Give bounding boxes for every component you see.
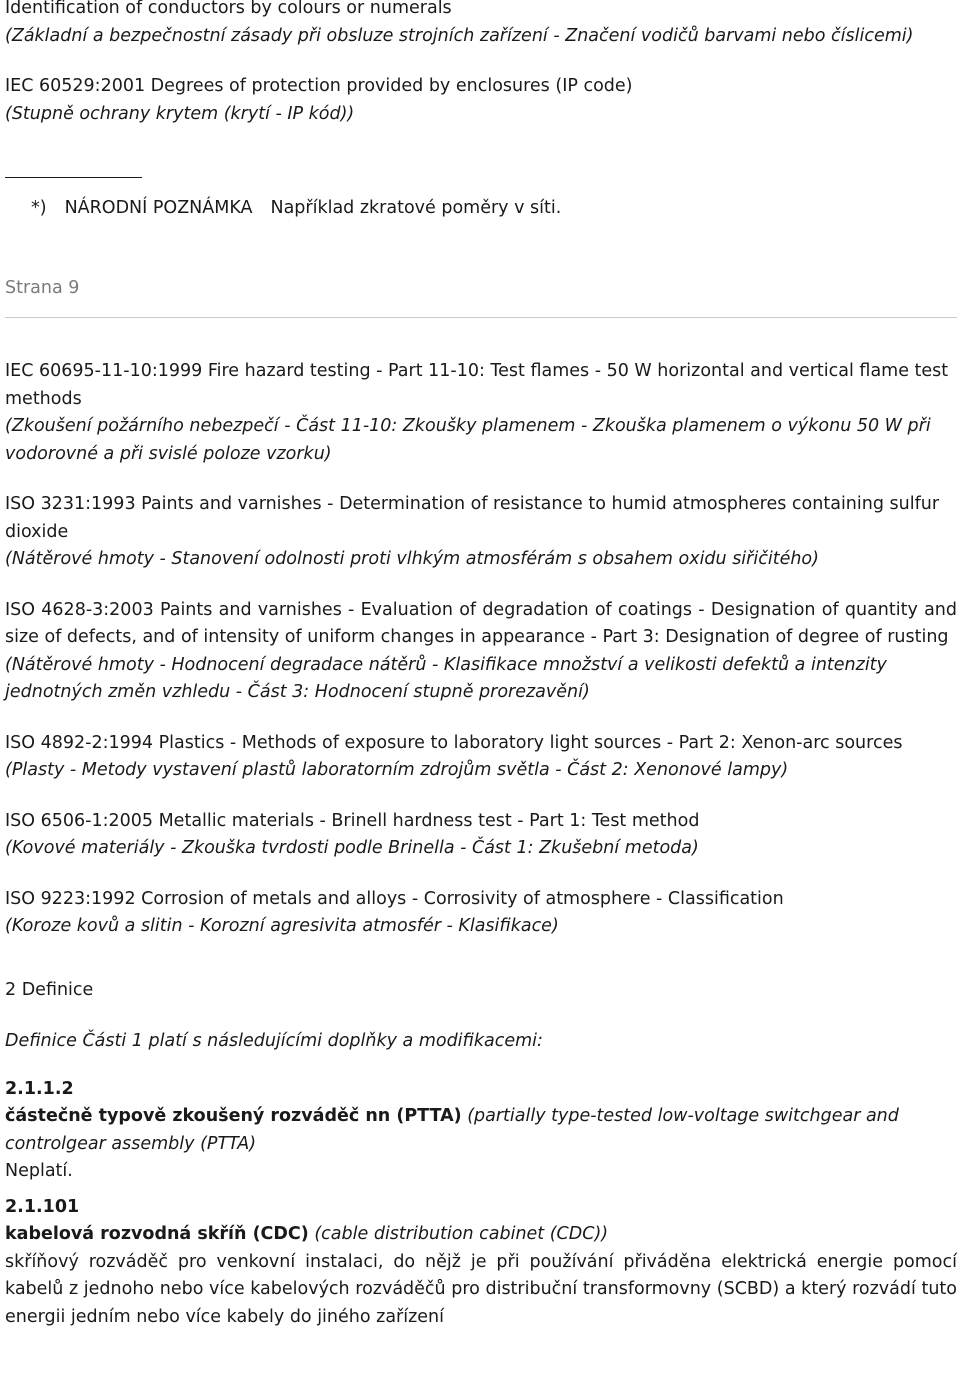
reference-iec60529	[5, 73, 957, 128]
definition-clause	[5, 1076, 957, 1186]
clause-term: částečně typově zkoušený rozváděč nn (PTTA)	[5, 1106, 462, 1126]
reference-title-cz: (Zkoušení požárního nebezpečí - Část 11-10: Zkoušky plamenem - Zkouška plamenem o výkonu 50 W při vodorovné a při svislé poloze vzorku)	[5, 416, 931, 464]
footnote-divider	[5, 177, 142, 178]
clause-term-line	[5, 1221, 957, 1249]
reference-list	[5, 358, 957, 941]
reference-title-en: ISO 3231:1993 Paints and varnishes - Determination of resistance to humid atmospheres containing sulfur dioxide	[5, 494, 940, 542]
reference-title-cz: (Koroze kovů a slitin - Korozní agresivita atmosfér - Klasifikace)	[5, 916, 559, 936]
national-footnote	[5, 195, 957, 223]
reference-title-en: Identification of conductors by colours or numerals	[5, 0, 452, 18]
page-number-label: Strana 9	[5, 277, 80, 298]
footnote-marker: *)	[31, 198, 47, 218]
reference-title-cz: (Stupně ochrany krytem (krytí - IP kód))	[5, 103, 355, 124]
clause-number: 2.1.101	[5, 1196, 80, 1217]
reference-item	[5, 597, 957, 707]
reference-item	[5, 808, 957, 863]
clause-term-en: (partially type-tested low-voltage switchgear and controlgear assembly (PTTA)	[5, 1106, 899, 1154]
clause-body: skříňový rozváděč pro venkovní instalaci, do nějž je při používání přiváděna elektrická energie pomocí kabelů z jednoho nebo více kabelových rozváděčů pro distribuční transformovny (SCBD) a který rozvádí tuto energii jedním nebo více kabely do jiného zařízení	[5, 1251, 957, 1327]
reference-item	[5, 358, 957, 468]
reference-title-en: ISO 4892-2:1994 Plastics - Methods of exposure to laboratory light sources - Part 2: Xenon-arc sources	[5, 732, 903, 753]
reference-title-en: ISO 9223:1992 Corrosion of metals and alloys - Corrosivity of atmosphere - Classification	[5, 888, 784, 909]
clause-number: 2.1.1.2	[5, 1078, 74, 1099]
reference-title-en: ISO 6506-1:2005 Metallic materials - Brinell hardness test - Part 1: Test method	[5, 810, 700, 831]
reference-item	[5, 491, 957, 574]
reference-title-en: IEC 60695-11-10:1999 Fire hazard testing - Part 11-10: Test flames - 50 W horizontal and vertical flame test methods	[5, 361, 949, 409]
reference-item	[5, 886, 957, 941]
clause-body: Neplatí.	[5, 1161, 73, 1181]
clause-term-en: (cable distribution cabinet (CDC))	[314, 1224, 609, 1244]
footnote-text: Například zkratové poměry v síti.	[270, 198, 562, 218]
reference-title-en: ISO 4628-3:2003 Paints and varnishes - Evaluation of degradation of coatings - Designation of quantity and size of defects, and of intensity of uniform changes in appearance - Part 3: Designation of degree of rusting	[5, 599, 957, 647]
clause-term: kabelová rozvodná skříň (CDC)	[5, 1224, 309, 1244]
reference-title-cz: (Základní a bezpečnostní zásady při obsluze strojních zařízení - Značení vodičů barvami nebo číslicemi)	[5, 25, 914, 46]
reference-title-cz: (Nátěrové hmoty - Stanovení odolnosti proti vlhkým atmosférám s obsahem oxidu siřičitého)	[5, 549, 819, 569]
section-heading: 2 Definice	[5, 979, 94, 1000]
reference-title-cz: (Kovové materiály - Zkouška tvrdosti podle Brinella - Část 1: Zkušební metoda)	[5, 838, 699, 858]
page-divider	[5, 317, 957, 318]
definition-clause	[5, 1194, 957, 1332]
reference-title-cz: (Nátěrové hmoty - Hodnocení degradace nátěrů - Klasifikace množství a velikosti defektů a intenzity jednotných změn vzhledu - Část 3: Hodnocení stupně prorezavění)	[5, 654, 887, 702]
reference-item	[5, 730, 957, 785]
section-intro: Definice Části 1 platí s následujícími doplňky a modifikacemi:	[5, 1031, 543, 1051]
footnote-label: NÁRODNÍ POZNÁMKA	[64, 198, 253, 218]
reference-title-en: IEC 60529:2001 Degrees of protection provided by enclosures (IP code)	[5, 76, 633, 96]
reference-title-cz: (Plasty - Metody vystavení plastů laboratorním zdrojům světla - Část 2: Xenonové lampy)	[5, 760, 789, 780]
reference-iec60204-continued	[5, 0, 957, 50]
document-page	[5, 0, 957, 1339]
clause-term-line	[5, 1103, 957, 1158]
